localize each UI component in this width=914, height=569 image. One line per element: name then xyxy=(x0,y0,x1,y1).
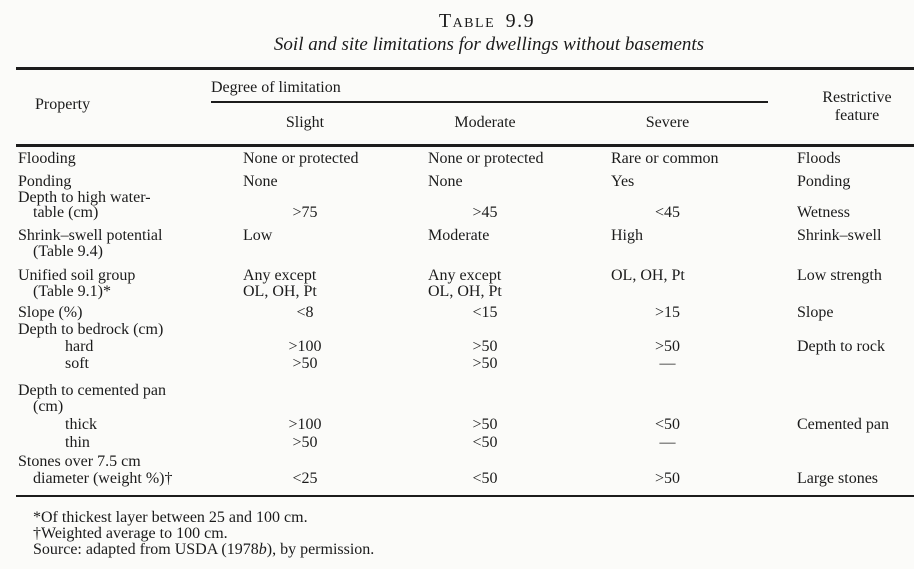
cell-moderate: Moderate xyxy=(428,227,490,244)
row-property: Shrink–swell potential xyxy=(18,227,163,244)
cell-severe: Rare or common xyxy=(611,150,719,167)
row-property: Depth to cemented pan xyxy=(18,382,166,399)
cell-slight: >100 xyxy=(288,338,322,355)
cell-slight: >50 xyxy=(292,355,318,372)
row-property: thick xyxy=(65,416,97,433)
restrictive-feature-line2: feature xyxy=(834,107,880,124)
table-row-stones-label xyxy=(0,453,914,471)
row-property: Unified soil group xyxy=(18,267,136,284)
column-header-severe: Severe xyxy=(645,114,690,131)
cell-severe: >50 xyxy=(654,470,681,487)
cell-slight: >50 xyxy=(292,434,318,451)
cell-slight: <8 xyxy=(296,304,314,321)
table-row-pan-thin xyxy=(0,434,914,452)
cell-moderate: <50 xyxy=(472,434,498,451)
cell-restrictive: Large stones xyxy=(797,470,879,487)
row-property: table (cm) xyxy=(33,204,99,221)
bottom-rule xyxy=(16,495,914,497)
cell-restrictive: Depth to rock xyxy=(797,338,885,355)
row-property: (Table 9.4) xyxy=(33,243,103,260)
row-property: Flooding xyxy=(18,150,76,167)
top-rule xyxy=(16,67,914,70)
table-number-title: Table 9.9 xyxy=(438,10,536,32)
cell-slight: Any except xyxy=(243,267,317,284)
cell-slight: >75 xyxy=(292,204,318,221)
table-row-depth-to-bedrock-label xyxy=(0,321,914,339)
cell-restrictive: Wetness xyxy=(797,204,850,221)
row-property: Stones over 7.5 cm xyxy=(18,453,141,470)
cell-severe: >50 xyxy=(654,338,681,355)
footnote-source-italic-b: b xyxy=(258,541,267,558)
row-property: (cm) xyxy=(33,398,64,415)
cell-moderate: >50 xyxy=(472,355,498,372)
cell-moderate: >50 xyxy=(472,338,498,355)
column-header-slight: Slight xyxy=(285,114,325,131)
cell-moderate: OL, OH, Pt xyxy=(428,283,502,300)
cell-moderate: None or protected xyxy=(428,150,544,167)
row-property: thin xyxy=(65,434,90,451)
table-row-bedrock-soft xyxy=(0,355,914,373)
row-property: Depth to bedrock (cm) xyxy=(18,321,164,338)
cell-severe: OL, OH, Pt xyxy=(611,267,685,284)
row-property: (Table 9.1)* xyxy=(33,283,111,300)
footnote-source-text: Source: adapted from USDA (1978 xyxy=(33,541,259,558)
footnote-source-text-end: ), by permission. xyxy=(266,541,375,558)
cell-restrictive: Floods xyxy=(797,150,841,167)
row-property: diameter (weight %)† xyxy=(33,470,173,487)
table-row-stones-values xyxy=(0,470,914,488)
column-header-moderate: Moderate xyxy=(454,114,516,131)
cell-moderate: <50 xyxy=(472,470,498,487)
footnote-source xyxy=(33,541,374,559)
column-header-property: Property xyxy=(35,96,91,113)
cell-severe: High xyxy=(611,227,643,244)
table-subtitle: Soil and site limitations for dwellings without basements xyxy=(273,34,705,55)
restrictive-feature-line1: Restrictive xyxy=(822,89,892,106)
cell-moderate: <15 xyxy=(472,304,498,321)
cell-restrictive: Ponding xyxy=(797,173,851,190)
cell-severe: <50 xyxy=(654,416,681,433)
footnote-thickest-layer: *Of thickest layer between 25 and 100 cm. xyxy=(33,509,308,526)
cell-restrictive: Slope xyxy=(797,304,834,321)
cell-severe: Yes xyxy=(611,173,635,190)
table-row-flooding xyxy=(0,150,914,168)
table-row-bedrock-hard xyxy=(0,338,914,356)
cell-slight: OL, OH, Pt xyxy=(243,283,317,300)
cell-severe: <45 xyxy=(654,204,681,221)
cell-severe-dash: — xyxy=(659,434,676,451)
table-row-water-table-values xyxy=(0,204,914,222)
cell-severe-dash: — xyxy=(659,355,676,372)
cell-slight: None xyxy=(243,173,278,190)
cell-slight: Low xyxy=(243,227,273,244)
cell-moderate: >45 xyxy=(472,204,498,221)
cell-restrictive: Low strength xyxy=(797,267,882,284)
cell-moderate: >50 xyxy=(472,416,498,433)
degree-of-limitation-span-rule xyxy=(211,101,768,103)
cell-restrictive: Shrink–swell xyxy=(797,227,882,244)
header-bottom-rule xyxy=(16,144,914,147)
row-property: Slope (%) xyxy=(18,304,83,321)
row-property: Ponding xyxy=(18,173,72,190)
cell-slight: >100 xyxy=(288,416,322,433)
cell-restrictive: Cemented pan xyxy=(797,416,889,433)
row-property: hard xyxy=(65,338,94,355)
cell-severe: >15 xyxy=(654,304,681,321)
cell-slight: None or protected xyxy=(243,150,359,167)
row-property: Depth to high water- xyxy=(18,189,151,206)
table-row-pan-thick xyxy=(0,416,914,434)
cell-moderate: Any except xyxy=(428,267,502,284)
row-property: soft xyxy=(65,355,89,372)
footnote-weighted-average: †Weighted average to 100 cm. xyxy=(33,525,228,542)
table-row-shrink-swell-ref xyxy=(0,243,914,261)
cell-moderate: None xyxy=(428,173,463,190)
cell-slight: <25 xyxy=(292,470,318,487)
table-row-cemented-pan-cm xyxy=(0,398,914,416)
column-header-restrictive-feature xyxy=(800,89,914,125)
table-row-slope xyxy=(0,304,914,322)
table-row-unified-soil-group-ref xyxy=(0,283,914,301)
column-group-header-degree-of-limitation: Degree of limitation xyxy=(211,79,341,96)
